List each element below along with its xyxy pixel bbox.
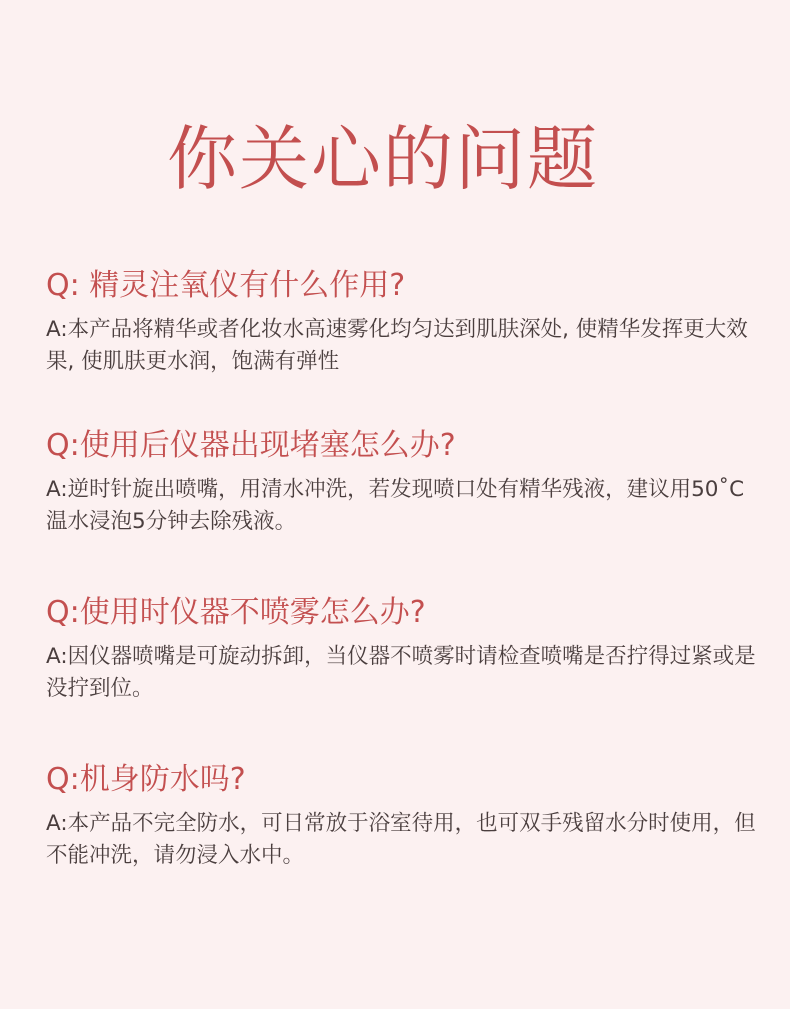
faq-answer: A:本产品将精华或者化妆水高速雾化均匀达到肌肤深处, 使精华发挥更大效果, 使肌肤更水润，饱满有弹性 [46, 317, 748, 374]
faq-answer: A:本产品不完全防水，可日常放于浴室待用，也可双手残留水分时使用，但不能冲洗，请勿浸入水中。 [46, 811, 756, 868]
faq-item [46, 760, 758, 872]
faq-question: Q: 精灵注氧仪有什么作用? [46, 268, 406, 303]
faq-question: Q:机身防水吗? [46, 762, 246, 797]
faq-answer: A:因仪器喷嘴是可旋动拆卸，当仪器不喷雾时请检查喷嘴是否拧得过紧或是没拧到位。 [46, 644, 756, 701]
faq-item [46, 426, 758, 538]
faq-item [46, 593, 758, 705]
faq-question: Q:使用后仪器出现堵塞怎么办? [46, 428, 456, 463]
faq-question: Q:使用时仪器不喷雾怎么办? [46, 595, 426, 630]
faq-answer: A:逆时针旋出喷嘴，用清水冲洗，若发现喷口处有精华残液，建议用50˚C温水浸泡5分钟去除残液。 [46, 477, 745, 534]
faq-item [46, 266, 758, 378]
page-title: 你关心的问题 [167, 118, 599, 200]
